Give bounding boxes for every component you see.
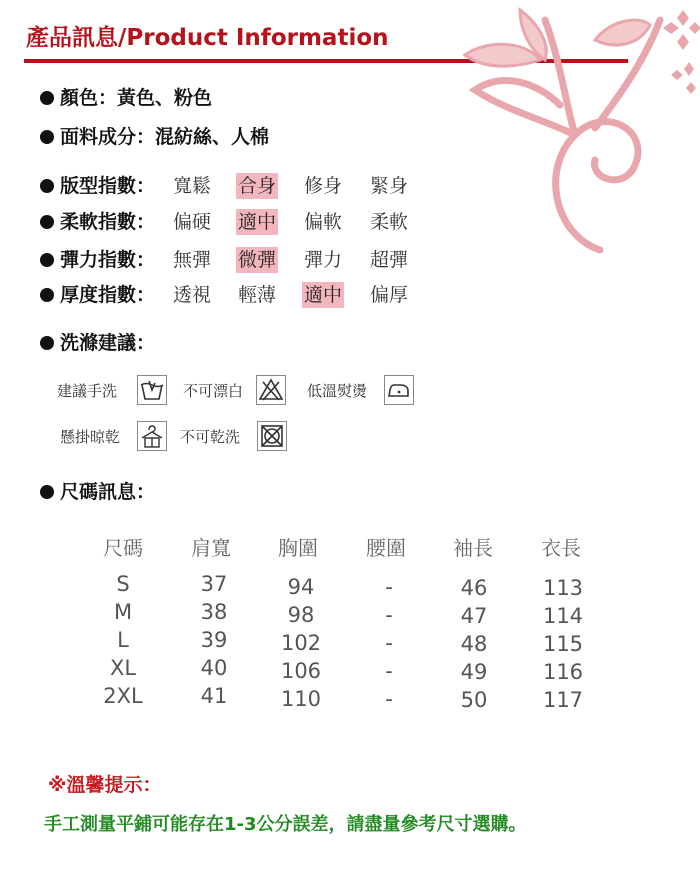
care-no-dry-clean-text: 不可乾洗 [180,428,241,446]
thickness-option-light: 輕薄 [238,284,277,306]
care-hand-wash-text: 建議手洗 [57,382,118,400]
softness-option-very-soft: 柔軟 [370,211,409,233]
table-cell: XL [109,656,137,680]
table-cell: 115 [542,632,584,656]
bullet-icon [40,215,54,229]
table-cell: L [117,628,129,652]
stretch-index-label: 彈力指數： [60,249,156,271]
table-cell: 38 [200,600,228,624]
fit-option-slim: 修身 [304,175,343,197]
fit-option-loose: 寬鬆 [173,175,212,197]
table-cell: 47 [460,604,488,628]
color-row [40,84,212,112]
fit-option-tight: 緊身 [370,175,409,197]
fit-index-row [40,172,155,200]
size-header-sleeve: 袖長 [453,536,493,560]
size-header-waist: 腰圍 [366,536,406,560]
tip-text: 手工測量平鋪可能存在1-3公分誤差，請盡量參考尺寸選購。 [44,814,527,835]
tip-title: ※溫馨提示： [48,774,162,796]
bullet-icon [40,336,54,350]
bullet-icon [40,288,54,302]
table-cell: S [116,572,130,596]
table-cell: - [385,687,393,711]
thickness-index-label: 厚度指數： [60,284,156,306]
table-cell: 39 [200,628,228,652]
table-cell: 94 [287,575,315,599]
no-dry-clean-icon [257,421,287,451]
stretch-index-row [40,246,155,274]
stretch-option-super: 超彈 [370,249,409,271]
table-cell: - [385,575,393,599]
fit-index-label: 版型指數： [60,175,156,197]
thickness-option-medium: 適中 [304,284,343,306]
stretch-option-slight: 微彈 [238,249,277,271]
size-header-chest: 胸圍 [278,536,318,560]
care-no-bleach-text: 不可漂白 [183,382,244,400]
table-cell: 102 [280,631,322,655]
care-low-iron-text: 低溫熨燙 [307,382,368,400]
stretch-option-none: 無彈 [173,249,212,271]
hand-wash-icon [137,375,167,405]
bullet-icon [40,253,54,267]
softness-option-soft: 偏軟 [304,211,343,233]
softness-index-label: 柔軟指數： [60,211,156,233]
fabric-value: 混紡絲、人棉 [155,126,270,148]
size-header-length: 衣長 [541,536,581,560]
table-cell: 37 [200,572,228,596]
fabric-row [40,123,269,151]
care-label: 洗滌建議： [60,332,156,354]
table-cell: 46 [460,576,488,600]
size-label: 尺碼訊息： [60,481,156,503]
size-header-shoulder: 肩寬 [191,536,231,560]
stretch-option-stretch: 彈力 [304,249,343,271]
softness-option-hard: 偏硬 [173,211,212,233]
bullet-icon [40,130,54,144]
table-cell: - [385,631,393,655]
bullet-icon [40,485,54,499]
table-cell: 116 [542,660,584,684]
size-header-size: 尺碼 [103,536,143,560]
thickness-option-thick: 偏厚 [370,284,409,306]
size-row [40,478,155,506]
fabric-label: 面料成分： [60,126,156,148]
table-cell: - [385,659,393,683]
fit-option-regular: 合身 [238,175,277,197]
low-iron-icon [384,375,414,405]
care-hang-dry-text: 懸掛晾乾 [60,428,121,446]
table-cell: 41 [200,684,228,708]
care-row [40,329,155,357]
color-value: 黃色、粉色 [117,87,213,109]
table-cell: 2XL [103,684,143,708]
bullet-icon [40,179,54,193]
table-cell: 114 [542,604,584,628]
softness-option-medium: 適中 [238,211,277,233]
thickness-index-row [40,281,155,309]
floral-decoration-icon [445,0,700,260]
page-title: 產品訊息/Product Information [26,25,389,51]
table-cell: - [385,603,393,627]
thickness-option-sheer: 透視 [173,284,212,306]
softness-index-row [40,208,155,236]
bullet-icon [40,91,54,105]
table-cell: 106 [280,659,322,683]
color-label: 顏色： [60,87,118,109]
table-cell: 48 [460,632,488,656]
table-cell: 98 [287,603,315,627]
table-cell: 40 [200,656,228,680]
table-cell: 113 [542,576,584,600]
no-bleach-icon [256,375,286,405]
table-cell: M [113,600,133,624]
table-cell: 49 [460,660,488,684]
table-cell: 50 [460,688,488,712]
hang-dry-icon [137,421,167,451]
table-cell: 110 [280,687,322,711]
table-cell: 117 [542,688,584,712]
